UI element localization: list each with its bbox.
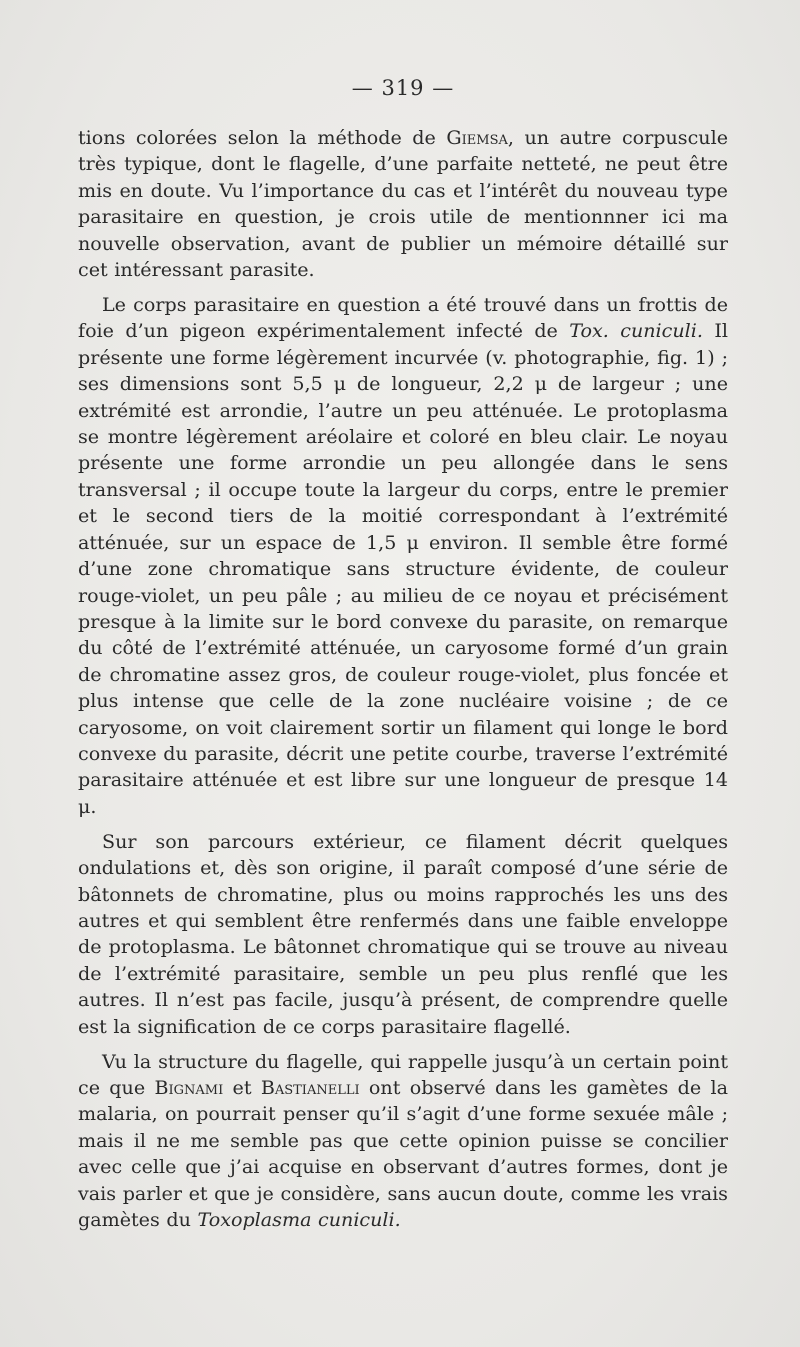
species-name: Toxoplasma cuniculi. (197, 1208, 401, 1232)
paragraph-text: Le corps parasitaire en question a été trouvé dans un frottis de foie d’un pigeon expérimentalement infecté de (78, 293, 728, 343)
paragraph-text: Sur son parcours extérieur, ce filament décrit quelques ondulations et, dès son origine, il paraît composé d’une série de bâtonnets de chromatine, plus ou moins rapprochés les uns des autres et qui semblent être renfermés dans une faible enveloppe de protoplasma. Le bâtonnet chromatique qui se trouve au niveau de l’extrémité parasitaire, semble un peu plus renflé que les autres. Il n’est pas facile, jusqu’à présent, de comprendre quelle est la signification de ce corps parasitaire flagellé. (78, 829, 728, 1038)
paragraph-text: ont observé dans les gamètes de la malaria, on pourrait penser qu’il s’agit d’une forme sexuée mâle ; mais il ne me semble pas que cette opinion puisse se concilier avec celle que j’ai acquise en observant d’autres formes, dont je vais parler et que je considère, sans aucun doute, comme les vrais gamètes du (78, 1076, 728, 1232)
paragraph-text: tions colorées selon la méthode de (78, 126, 447, 149)
text-body (78, 125, 728, 1233)
paragraph (78, 292, 728, 820)
species-name: Tox. cuniculi. (569, 319, 703, 343)
document-page (78, 72, 728, 1233)
page-number: — 319 — (351, 76, 455, 100)
author-name: Bastianelli (260, 1076, 360, 1099)
author-name: Giemsa (446, 126, 508, 149)
paragraph (78, 1049, 728, 1234)
paragraph-text: et (223, 1076, 261, 1099)
paragraph-text: Il présente une forme légèrement incurvée (v. photographie, fig. 1) ; ses dimensions sont 5,5 μ de longueur, 2,2 μ de largeur ; une extrémité est arrondie, l’autre un peu atténuée. Le protoplasma se montre légèrement aréolaire et coloré en bleu clair. Le noyau présente une forme arrondie un peu allongée dans le sens transversal ; il occupe toute la largeur du corps, entre le premier et le second tiers de la moitié correspondant à l’extrémité atténuée, sur un espace de 1,5 μ environ. Il semble être formé d’une zone chromatique sans structure évidente, de couleur rouge-violet, un peu pâle ; au milieu de ce noyau et précisément presque à la limite sur le bord convexe du parasite, on remarque du côté de l’extrémité atténuée, un caryosome formé d’un grain de chromatine assez gros, de couleur rouge-violet, plus foncée et plus intense que celle de la zone nucléaire voisine ; de ce caryosome, on voit clairement sortir un filament qui longe le bord convexe du parasite, décrit une petite courbe, traverse l’extrémité parasitaire atténuée et est libre sur une longueur de presque 14 μ. (78, 319, 728, 818)
paragraph-text: , un autre corpuscule très typique, dont le flagelle, d’une parfaite netteté, ne peut être mis en doute. Vu l’importance du cas et l’intérêt du nouveau type parasitaire en question, je crois utile de mentionnner ici ma nouvelle observation, avant de publier un mémoire détaillé sur cet intéressant parasite. (78, 126, 728, 282)
paragraph (78, 829, 728, 1040)
paragraph-text: Vu la structure du flagelle, qui rappelle jusqu’à un certain point ce que (78, 1049, 728, 1099)
paragraph (78, 125, 728, 283)
author-name: Bignami (154, 1076, 224, 1099)
